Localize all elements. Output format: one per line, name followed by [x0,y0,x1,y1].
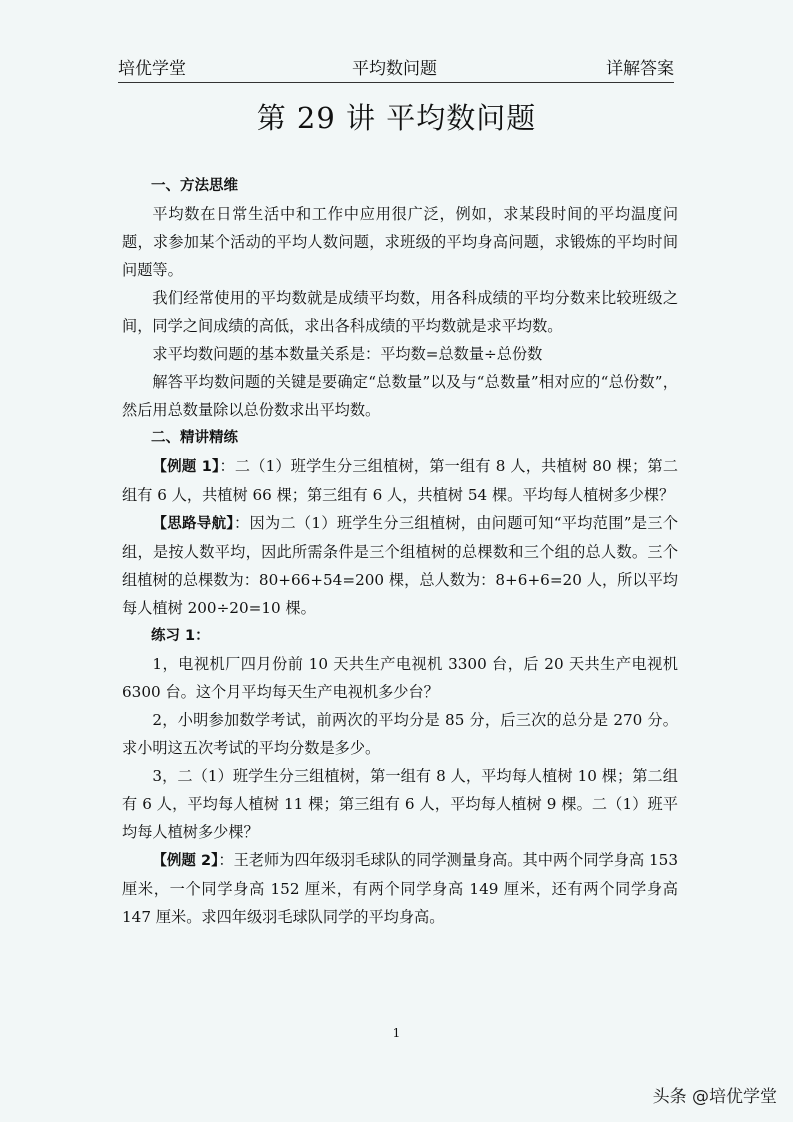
paragraph: 我们经常使用的平均数就是成绩平均数，用各科成绩的平均分数来比较班级之间，同学之间成绩的高低，求出各科成绩的平均数就是求平均数。 [122,289,678,335]
example-2-text: ：王老师为四年级羽毛球队的同学测量身高。其中两个同学身高 153 厘米，一个同学身高 152 厘米，有两个同学身高 149 厘米，还有两个同学身高 147 厘米。求四年级羽毛球队同学的平均身高。 [122,851,678,926]
practice-question: 1，电视机厂四月份前 10 天共生产电视机 3300 台，后 20 天共生产电视机 6300 台。这个月平均每天生产电视机多少台？ [122,655,678,701]
paragraph: 平均数在日常生活中和工作中应用很广泛，例如，求某段时间的平均温度问题，求参加某个活动的平均人数问题，求班级的平均身高问题，求锻炼的平均时间问题等。 [122,205,678,279]
example-2-label: 【例题 2】 [152,853,219,869]
practice-question: 3，二（1）班学生分三组植树，第一组有 8 人，平均每人植树 10 棵；第二组有 6 人，平均每人植树 11 棵；第三组有 6 人，平均每人植树 9 棵。二（1）班平均每人植树多少棵？ [122,767,678,841]
paragraph: 求平均数问题的基本数量关系是：平均数=总数量÷总份数 [152,345,543,363]
header-left: 培优学堂 [118,59,186,79]
watermark: 头条 @培优学堂 [652,1087,777,1107]
paragraph: 解答平均数问题的关键是要确定“总数量”以及与“总数量”相对应的“总份数”，然后用总数量除以总份数求出平均数。 [122,373,678,419]
page-title: 第 29 讲 平均数问题 [256,101,537,135]
hint-1 [122,509,678,622]
header-center: 平均数问题 [352,59,437,79]
example-2 [122,846,678,931]
example-1-text: ：二（1）班学生分三组植树，第一组有 8 人，共植树 80 棵；第二组有 6 人，共植树 66 棵；第三组有 6 人，共植树 54 棵。平均每人植树多少棵？ [122,457,679,504]
section-heading-method: 一、方法思维 [151,178,238,194]
page-header [118,56,674,83]
hint-1-label: 【思路导航】 [152,516,234,532]
example-1 [122,452,678,509]
document-body [122,172,678,931]
header-right: 详解答案 [606,59,674,79]
hint-1-text: ：因为二（1）班学生分三组植树，由问题可知“平均范围”是三个组，是按人数平均，因此所需条件是三个组植树的总棵数和三个组的总人数。三个组植树的总棵数为：80+66+54=200 棵，总人数为：8+6+6=20 人，所以平均每人植树 200÷20=10 棵。 [122,514,679,617]
page-number: 1 [392,1026,401,1040]
practice-question: 2，小明参加数学考试，前两次的平均分是 85 分，后三次的总分是 270 分。求小明这五次考试的平均分数是多少。 [122,711,678,757]
section-heading-practice: 二、精讲精练 [151,430,238,446]
practice-1-heading: 练习 1： [151,628,210,644]
example-1-label: 【例题 1】 [152,459,220,475]
